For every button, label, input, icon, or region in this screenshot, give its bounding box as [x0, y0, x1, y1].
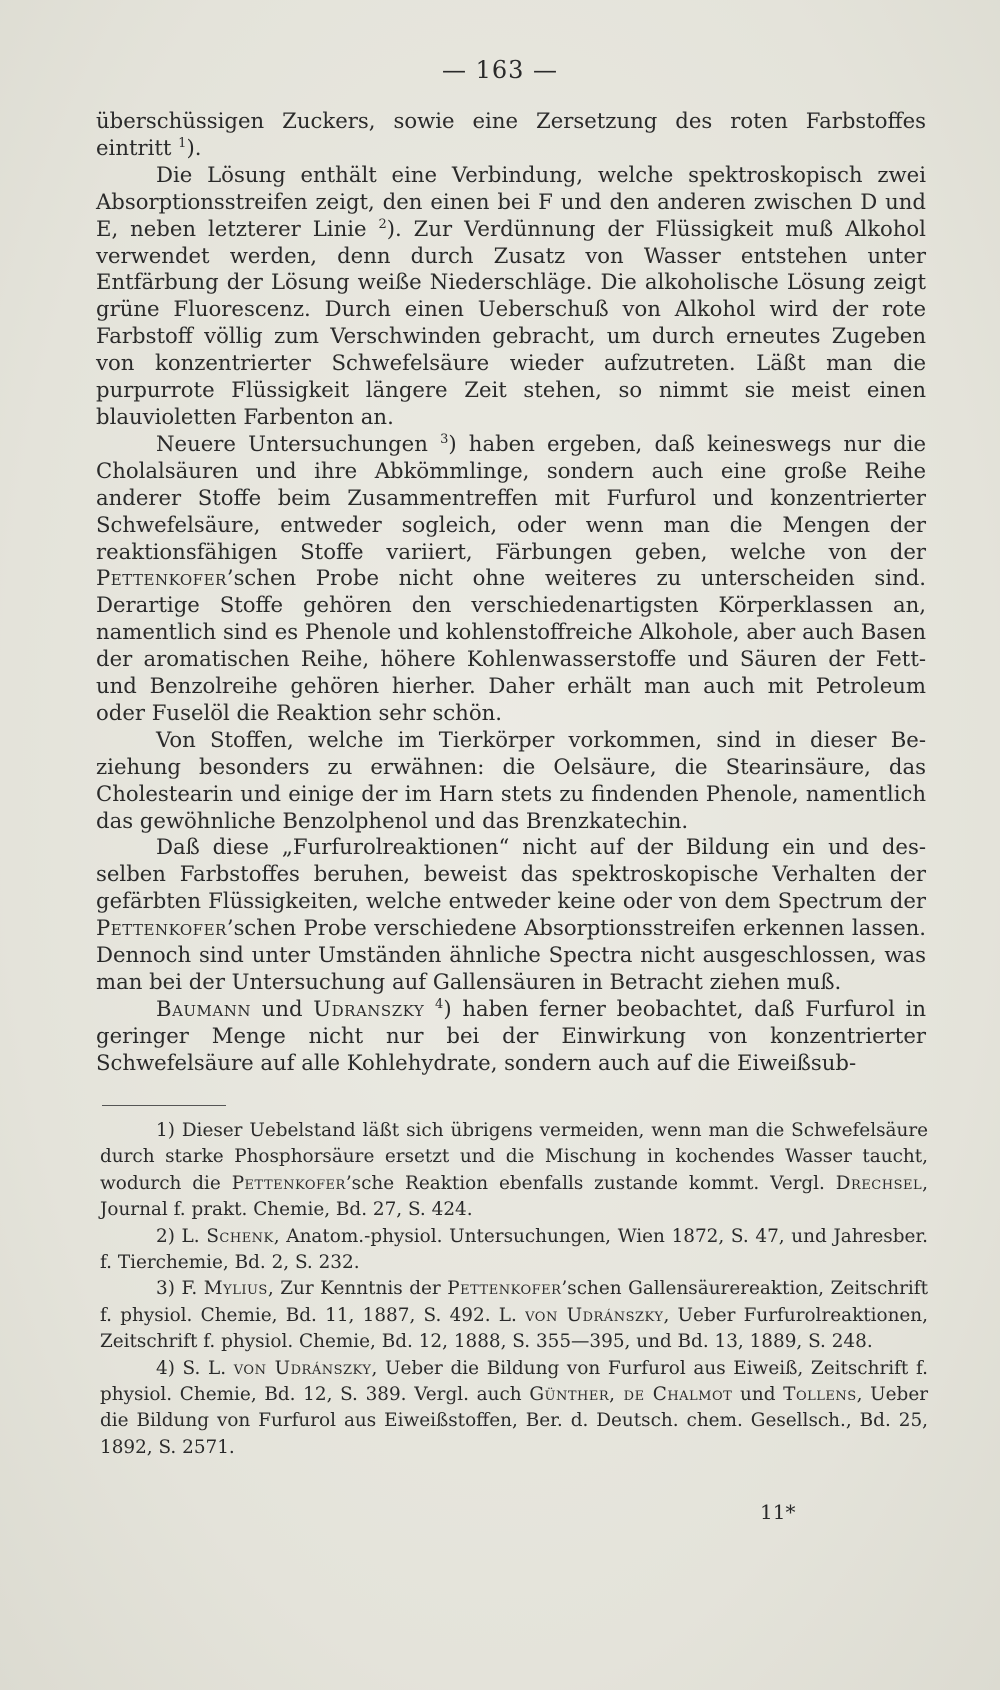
text-span: haben ergeben, daß keineswegs nur die Cholalsäuren und ihre Abkömmlinge, sondern auch eine große Reihe anderer Stoffe beim Zusammentreffen mit Furfurol und konzentrierter Schwefelsäure, entweder sogleich, oder wenn man die Mengen der reaktionsfähigen Stoffe variiert, Färbungen geben, welche von der [96, 430, 926, 564]
text-span: 4) S. L. [156, 1357, 227, 1379]
text-span: , Zur Kenntnis der [267, 1278, 441, 1300]
text-span: , Ueber die Bildung von Furfurol aus Eiweißstoffen, Ber. d. Deutsch. chem. Gesellsch., Bd. 25, 1892, S. 2571. [100, 1384, 929, 1458]
author-name: von Udránszky [525, 1304, 664, 1326]
text-span: ’schen Probe nicht ohne weiteres zu unterscheiden sind. Derartige Stoffe gehören den verschiedenartigsten Körperklassen an, namentlich sind es Phenole und kohlenstoffreiche Alkohole, aber auch Basen der aromatischen Reihe, höhere Kohlenwasserstoffe und Säuren der Fett- und Benzolreihe gehören hierher. Daher erhält man auch mit Petroleum oder Fuselöl die Reaktion sehr schön. [96, 565, 926, 725]
author-name: Günther, de Chalmot [529, 1384, 733, 1406]
footnote-1 [100, 1118, 928, 1224]
author-name: Baumann [156, 995, 251, 1021]
page-number: — 163 — [441, 56, 559, 84]
footnote-divider [102, 1105, 226, 1106]
author-name: Pettenkofer [231, 1172, 346, 1194]
author-name: Drechsel [835, 1172, 923, 1194]
footnote-4 [100, 1356, 928, 1462]
author-name: Tollens [783, 1384, 857, 1406]
author-name: Mylius [203, 1278, 268, 1300]
footnote-ref: 4 [435, 996, 444, 1012]
paragraph-5 [96, 834, 926, 995]
text-span: ’sche Reaktion ebenfalls zustande kommt. Vergl. [345, 1172, 825, 1194]
text-span: und [732, 1384, 784, 1406]
text-span: Daß diese „Furfurolreaktionen“ nicht auf der Bildung ein und desselben Farbstoffes beruhen, beweist das spektroskopische Verhalten der gefärbten Flüssigkeiten, welche entweder keine oder von dem Spectrum der [96, 834, 926, 914]
footnote-3 [100, 1276, 928, 1355]
footnote-ref: 3 [440, 431, 449, 447]
text-span: Neuere Untersuchungen [156, 430, 428, 456]
paragraph-2: Die Lösung enthält eine Verbindung, welche spektroskopisch zwei Absorptionsstreifen zeigt, den einen bei F und den anderen zwischen D und E, neben letzterer Linie $^2$). Zur Verdünnung der Flüssigkeit muß Alkohol verwendet werden, denn durch Zusatz von Wasser entstehen unter Entfärbung der Lösung weiße Niederschläge. Die alkoholische Lösung zeigt grüne Fluorescenz. Durch einen Ueberschuß von Alkohol wird der rote Farbstoff völlig zum Verschwinden gebracht, um durch erneutes Zugeben von konzentrierter Schwefelsäure wieder aufzutreten. Läßt man die purpurrote Flüssigkeit längere Zeit stehen, so nimmt sie meist einen blauvioletten Farbenton an. [96, 161, 926, 429]
paragraph-1: überschüssigen Zuckers, sowie eine Zersetzung des roten Farbstoffes eintritt $^1$). [96, 108, 926, 160]
text-span: und [251, 995, 314, 1021]
text-span: 2) L. [156, 1225, 200, 1247]
text-span: ’schen Gallensäurereaktion, Zeitschrift f. physiol. Chemie, Bd. 11, 1887, S. 492. L. [100, 1278, 928, 1326]
footnote-2 [100, 1224, 928, 1277]
author-name: Pettenkofer [96, 915, 227, 941]
text-span: . Zur Verdünnung der Flüssigkeit muß Alkohol verwendet werden, denn durch Zusatz von Wasser entstehen unter Entfärbung der Lösung weiße Niederschläge. Die alkoholische Lösung zeigt grüne Fluorescenz. Durch einen Ueberschuß von Alkohol wird der rote Farbstoff völlig zum Verschwinden gebracht, um durch erneutes Zugeben von konzentrierter Schwefelsäure wieder aufzutreten. Läßt man die purpurrote Flüssigkeit längere Zeit stehen, so nimmt sie meist einen blauvioletten Farbenton an. [96, 215, 926, 429]
text-span: 3) F. [156, 1278, 198, 1300]
footnote-ref: 1 [178, 135, 187, 151]
footnote-ref: 2 [378, 216, 387, 232]
signature-mark: 11* [760, 1500, 796, 1524]
text-span: , Journal f. prakt. Chemie, Bd. 27, S. 424. [100, 1172, 928, 1221]
text-span: ’schen Probe verschiedene Absorptionsstreifen erkennen lassen. Dennoch sind unter Umständen ähnliche Spectra nicht ausgeschlossen, was man bei der Untersuchung auf Gallensäuren in Betracht ziehen muß. [96, 915, 926, 994]
author-name: von Udránszky [233, 1357, 372, 1379]
text-span: Die Lösung enthält eine Verbindung, welche spektroskopisch zwei Absorptionsstreifen zeigt, den einen bei F und den anderen zwischen D und E, neben letzterer Linie [96, 161, 926, 241]
author-name: Udranszky [313, 995, 425, 1021]
text-span: haben ferner beobachtet, daß Furfurol in geringer Menge nicht nur bei der Einwirkung von konzentrierter Schwefelsäure auf alle Kohlehydrate, sondern auch auf die Eiweißsub- [96, 995, 926, 1075]
footnotes [100, 1118, 928, 1461]
author-name: Pettenkofer [447, 1278, 562, 1300]
text-span: überschüssigen Zuckers, sowie eine Zersetzung des roten Farbstoffes eintritt [96, 108, 926, 160]
main-text [96, 108, 926, 1077]
paragraph-4 [96, 727, 926, 835]
text-span: 1) Dieser Uebelstand läßt sich übrigens vermeiden, wenn man die Schwefelsäure durch starke Phosphorsäure ersetzt und die Mischung in kochendes Wasser taucht, wodurch die [100, 1120, 928, 1194]
author-name: Pettenkofer [96, 565, 227, 591]
author-name: Schenk [206, 1225, 274, 1247]
text-span: , Ueber Furfurolreaktionen, Zeitschrift f. physiol. Chemie, Bd. 12, 1888, S. 355—395, und Bd. 13, 1889, S. 248. [100, 1304, 928, 1353]
paragraph-3: Neuere Untersuchungen $^3$) haben ergeben, daß keineswegs nur die Cholalsäuren und ihre Abkömmlinge, sondern auch eine große Reihe anderer Stoffe beim Zusammentreffen mit Furfurol und konzentrierter Schwefelsäure, entweder sogleich, oder wenn man die Mengen der reaktionsfähigen Stoffe variiert, Färbungen geben, welche von der Pettenkofer’schen Probe nicht ohne weiteres zu unterscheiden sind. Derartige Stoffe gehören den verschiedenartigsten Körperklassen an, namentlich sind es Phenole und kohlenstoffreiche Alkohole, aber auch Basen der aromatischen Reihe, höhere Kohlenwasserstoffe und Säuren der Fett- und Benzolreihe gehören hierher. Daher erhält man auch mit Petroleum oder Fuselöl die Reaktion sehr schön. [96, 430, 926, 725]
text-span: , Anatom.-physiol. Untersuchungen, Wien 1872, S. 47, und Jahresber. f. Tierchemie, Bd. 2, S. 232. [100, 1225, 929, 1274]
text-span: , Ueber die Bildung von Furfurol aus Eiweiß, Zeitschrift f. physiol. Chemie, Bd. 12, S. 389. Vergl. auch [100, 1357, 928, 1406]
text-span: Von Stoffen, welche im Tierkörper vorkommen, sind in dieser Beziehung besonders zu erwähnen: die Oelsäure, die Stearinsäure, das Cholestearin und einige der im Harn stets zu findenden Phenole, namentlich das gewöhnliche Benzolphenol und das Brenzkatechin. [96, 726, 926, 833]
paragraph-6: Baumann und Udranszky $^4$) haben ferner beobachtet, daß Furfurol in geringer Menge nicht nur bei der Einwirkung von konzentrierter Schwefelsäure auf alle Kohlehydrate, sondern auch auf die Eiweißsub- [96, 995, 926, 1075]
